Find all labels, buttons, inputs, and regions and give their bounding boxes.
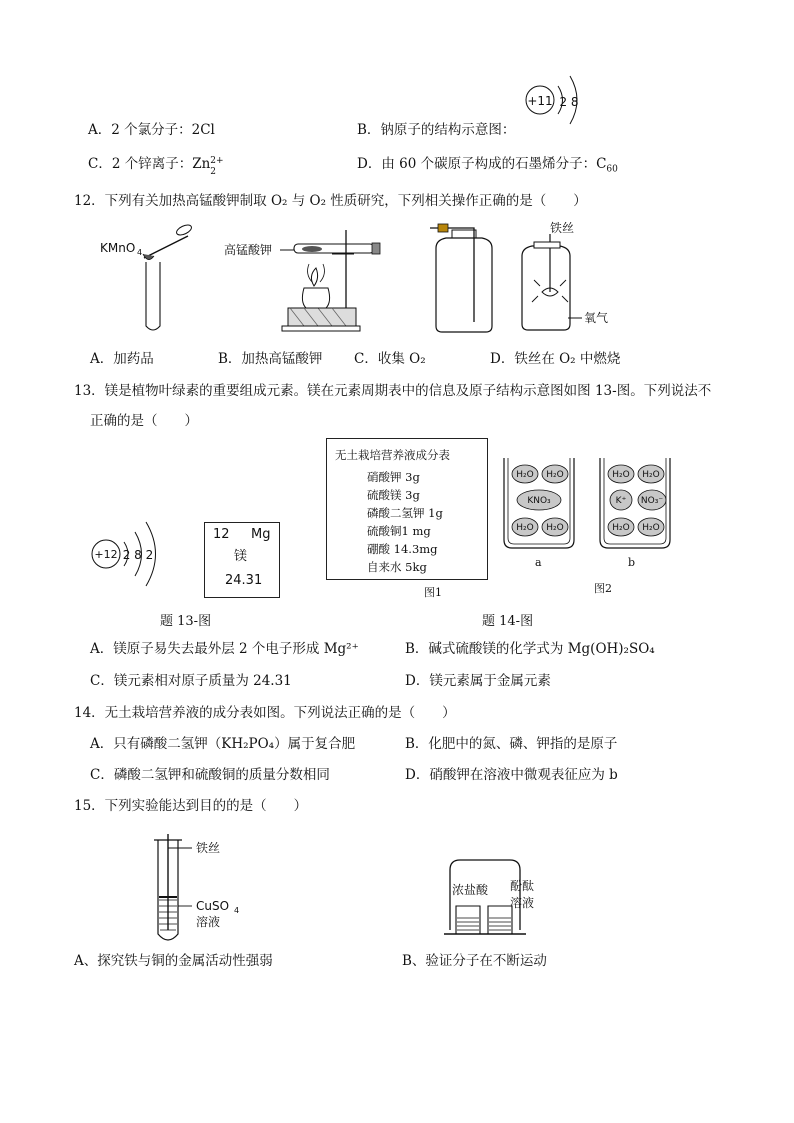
iron-wire-label: 铁丝 [196, 841, 221, 855]
q13-stem-line2: 正确的是（ ） [90, 413, 198, 429]
c60-subscript: 60 [606, 164, 618, 175]
sodium-atom-diagram [518, 62, 598, 142]
kno3-molecule: KNO₃ [527, 496, 551, 506]
nutrient-row: 硫酸铜1 mg [367, 524, 431, 538]
water-molecule: H₂O [546, 470, 564, 480]
q12-option-b: B．加热高锰酸钾 [218, 351, 323, 367]
q15-option-a: A、探究铁与铜的金属活动性强弱 [74, 953, 273, 969]
magnesium-atom-diagram [88, 510, 178, 600]
water-molecule: H₂O [516, 470, 534, 480]
beaker-a-label: a [535, 556, 542, 569]
q11-option-a: A．2 个氯分子：2Cl [88, 122, 215, 138]
cuso4-label: CuSO [196, 899, 230, 913]
q13-option-a: A．镁原子易失去最外层 2 个电子形成 Mg²⁺ [90, 641, 359, 657]
zinc-formula: Zn [192, 156, 211, 172]
nutrient-row: 硼酸 14.3mg [367, 542, 438, 556]
kmno4-label: KMnO [100, 241, 136, 255]
q11-option-d [357, 155, 618, 179]
kmno4-sub: 4 [137, 248, 143, 257]
q14-option-a: A．只有磷酸二氢钾（KH₂PO₄）属于复合肥 [90, 736, 356, 752]
q14-stem: 14．无土栽培营养液的成分表如图。下列说法正确的是（ ） [74, 705, 456, 721]
potassium-ion: K⁺ [615, 496, 627, 506]
element-name: 镁 [234, 549, 248, 564]
q11-option-c-text: C．2 个锌离子： [88, 156, 193, 172]
cuso4-sub: 4 [234, 906, 240, 915]
element-symbol: Mg [251, 527, 271, 542]
element-mass: 24.31 [225, 573, 263, 588]
hcl-label: 浓盐酸 [452, 883, 489, 897]
zinc-charge: 2+ [210, 156, 224, 166]
nutrient-table-title: 无土栽培营养液成分表 [335, 448, 450, 462]
q13-option-b: B．碱式硫酸镁的化学式为 Mg(OH)₂SO₄ [405, 641, 655, 657]
add-reagent-figure [96, 218, 206, 336]
q14-option-b: B．化肥中的氮、磷、钾指的是原子 [405, 736, 618, 752]
q15-stem: 15．下列实验能达到目的的是（ ） [74, 798, 308, 814]
element-number: 12 [213, 527, 230, 542]
heating-figure [222, 220, 392, 334]
q14-option-d: D．硝酸钾在溶液中微观表征应为 b [405, 767, 618, 783]
sodium-shells-label: 2 8 [559, 95, 579, 109]
heater-label: 高锰酸钾 [224, 243, 273, 257]
mg-nucleus-label: +12 [94, 548, 118, 561]
phenol-label-line2: 溶液 [510, 896, 535, 910]
q12-option-a: A．加药品 [90, 351, 154, 367]
water-molecule: H₂O [612, 523, 630, 533]
q14-option-c: C．磷酸二氢钾和硫酸铜的质量分数相同 [90, 767, 330, 783]
zinc-count: 2 [210, 167, 217, 177]
q13-figure-caption: 题 13-图 [160, 614, 212, 629]
q15-option-b: B、验证分子在不断运动 [402, 953, 547, 969]
molecule-motion-figure [440, 856, 540, 946]
iron-copper-figure [150, 830, 260, 948]
nitrate-ion: NO₃⁻ [640, 496, 664, 506]
water-molecule: H₂O [516, 523, 534, 533]
nutrient-row: 硫酸镁 3g [367, 488, 420, 502]
element-cell [204, 522, 280, 598]
q13-option-c: C．镁元素相对原子质量为 24.31 [90, 673, 292, 689]
beakers-figure [500, 456, 680, 556]
nutrient-row: 磷酸二氢钾 1g [367, 506, 443, 520]
water-molecule: H₂O [642, 523, 660, 533]
q12-option-c: C．收集 O₂ [354, 351, 426, 367]
nutrient-table [326, 438, 488, 580]
beaker-b-label: b [628, 556, 636, 569]
water-molecule: H₂O [642, 470, 660, 480]
nutrient-row: 硝酸钾 3g [367, 470, 420, 484]
water-molecule: H₂O [546, 523, 564, 533]
mg-shells-label: 2 8 2 [122, 548, 154, 562]
q13-option-d: D．镁元素属于金属元素 [405, 673, 551, 689]
iron-burning-figure [512, 218, 642, 336]
q11-option-b: B．钠原子的结构示意图： [357, 122, 516, 138]
gas-collection-figure [424, 222, 504, 336]
fig2-label: 图2 [594, 582, 612, 595]
q12-stem: 12．下列有关加热高锰酸钾制取 O₂ 与 O₂ 性质研究，下列相关操作正确的是（ ） [74, 193, 587, 209]
q13-stem-line1: 13．镁是植物叶绿素的重要组成元素。镁在元素周期表中的信息及原子结构示意图如图 13-图。下列说法不 [74, 383, 712, 399]
q14-figure-caption: 题 14-图 [482, 614, 534, 629]
q11-option-d-text: D．由 60 个碳原子构成的石墨烯分子：C [357, 156, 607, 172]
q11-option-c [88, 155, 224, 177]
oxygen-label: 氧气 [584, 311, 609, 325]
wire-label: 铁丝 [550, 221, 575, 235]
cuso4-solution-label: 溶液 [196, 915, 221, 929]
phenol-label-line1: 酚酞 [510, 879, 535, 893]
water-molecule: H₂O [612, 470, 630, 480]
sodium-nucleus-label: +11 [527, 94, 553, 108]
q12-option-d: D．铁丝在 O₂ 中燃烧 [490, 351, 621, 367]
fig1-label: 图1 [424, 586, 442, 599]
nutrient-row: 自来水 5kg [367, 560, 427, 574]
